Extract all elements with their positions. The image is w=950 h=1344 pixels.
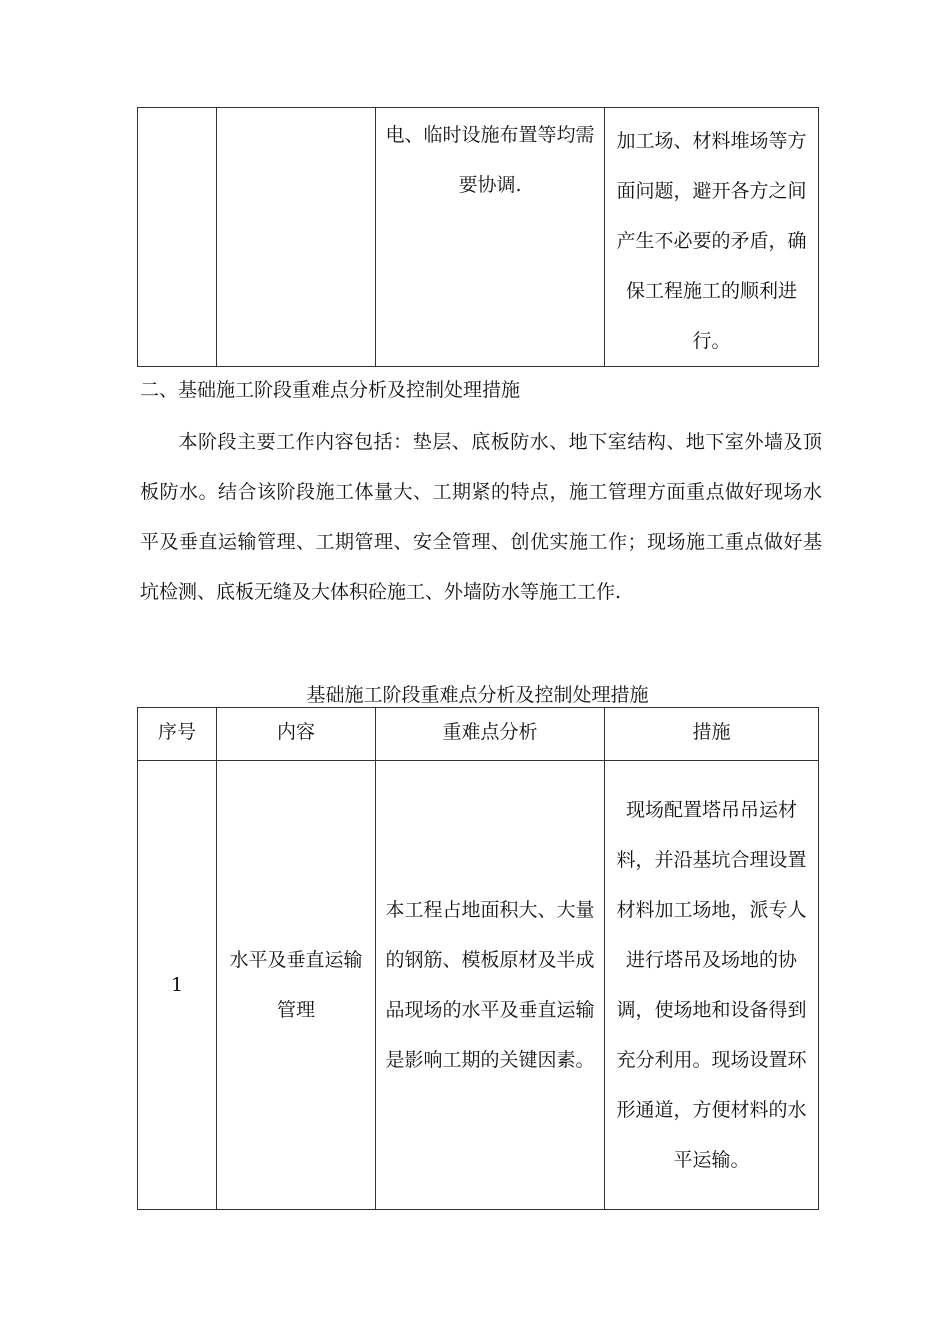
empty-cell — [217, 108, 376, 367]
row-no-text: 1 — [170, 974, 184, 996]
row-analysis — [376, 761, 605, 1210]
table-row — [138, 761, 819, 1210]
empty-cell — [138, 108, 217, 367]
section-heading: 二、基础施工阶段重难点分析及控制处理措施 — [140, 379, 521, 401]
row-measure — [605, 761, 819, 1210]
table-row — [138, 108, 819, 367]
continued-analysis-text: 电、临时设施布置等均需要协调. — [385, 124, 595, 196]
continued-measure-cell — [605, 108, 819, 367]
row-analysis-text: 本工程占地面积大、大量的钢筋、模板原材及半成品现场的水平及垂直运输是影响工期的关键因素。 — [385, 899, 595, 1071]
row-measure-text: 现场配置塔吊吊运材料，并沿基坑合理设置材料加工场地，派专人进行塔吊及场地的协调，使场地和设备得到充分利用。现场设置环形通道，方便材料的水平运输。 — [616, 799, 807, 1171]
continued-measure-text: 加工场、材料堆场等方面问题，避开各方之间产生不必要的矛盾，确保工程施工的顺利进行。 — [616, 130, 807, 352]
table-header-row — [138, 708, 819, 761]
section-paragraph — [140, 417, 822, 617]
header-measure: 措施 — [605, 708, 819, 761]
row-no — [138, 761, 217, 1210]
measures-table — [137, 707, 819, 1210]
section-paragraph-text: 本阶段主要工作内容包括：垫层、底板防水、地下室结构、地下室外墙及顶板防水。结合该阶段施工体量大、工期紧的特点，施工管理方面重点做好现场水平及垂直运输管理、工期管理、安全管理、创优实施工作；现场施工重点做好基坑检测、底板无缝及大体积砼施工、外墙防水等施工工作. — [140, 431, 822, 603]
header-analysis: 重难点分析 — [376, 708, 605, 761]
header-content: 内容 — [217, 708, 376, 761]
table-caption: 基础施工阶段重难点分析及控制处理措施 — [306, 684, 649, 706]
row-content — [217, 761, 376, 1210]
header-no: 序号 — [138, 708, 217, 761]
continued-table — [137, 107, 819, 367]
row-content-text: 水平及垂直运输管理 — [229, 949, 363, 1021]
continued-analysis-cell — [376, 108, 605, 367]
